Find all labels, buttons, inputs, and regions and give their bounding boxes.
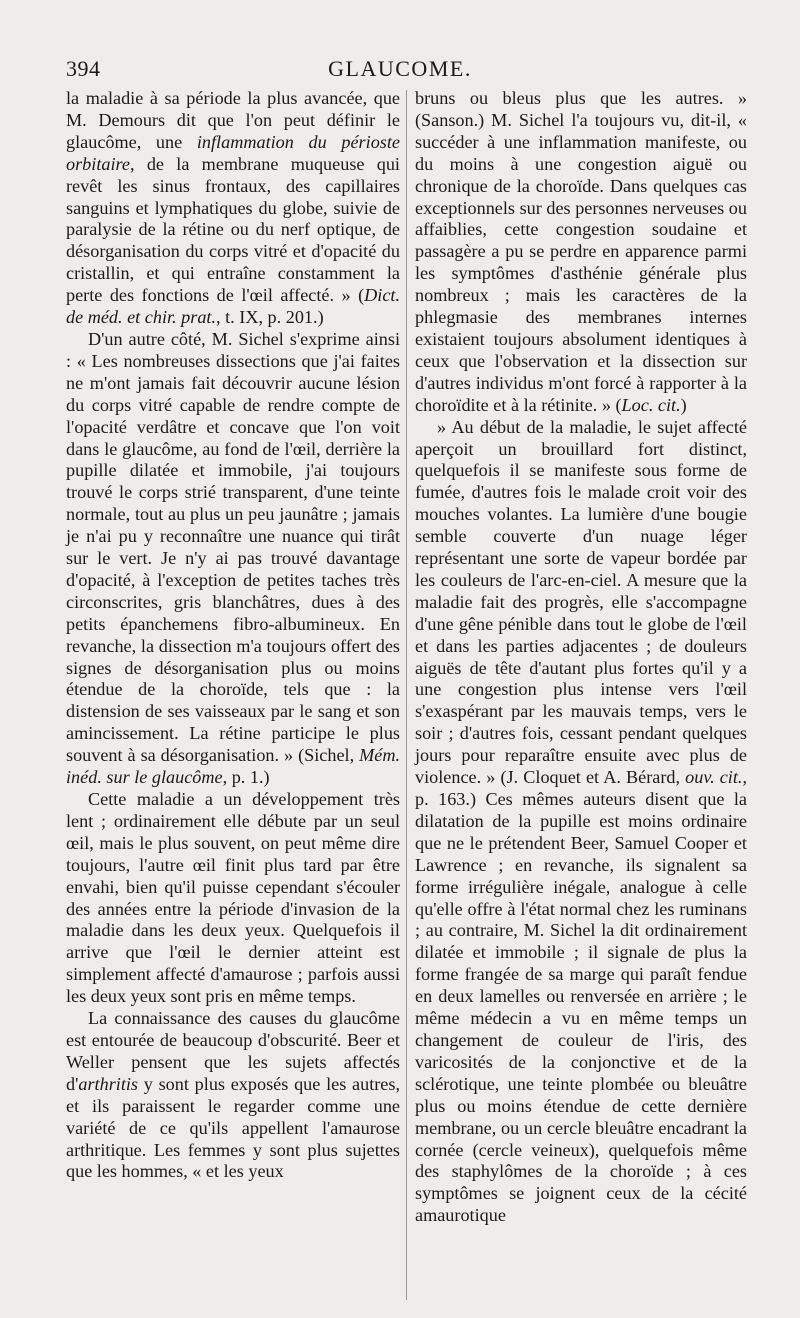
italic-citation: inflammation du périoste orbitaire <box>66 131 400 174</box>
paragraph <box>66 329 400 789</box>
text-run: la maladie à sa période la plus avancée, que M. Demours dit que l'on peut définir le glaucôme, une <box>66 88 400 152</box>
text-run: , p. 163.) Ces mêmes auteurs disent que la dilatation de la pupille est moins ordinaire que ne le prétendent Beer, Samuel Cooper et Lawrence ; en revanche, ils signalent sa forme irrégulière inégale, analogue à celle qu'elle offre à l'état normal chez les ruminans ; au contraire, M. Sichel la dit ordinairement dilatée et immobile ; il signale de plus la forme frangée de sa marge qui paraît fendue en deux lamelles ou renversée en arrière ; le même médecin a vu en même temps un changement de couleur de l'iris, des varicosités de la conjonctive et de la sclérotique, une teinte plombée ou bleuâtre plus ou moins étendue de cette dernière membrane, ou un cercle bleuâtre encadrant la cornée (cercle veineux), quelquefois même des staphylômes de la choroïde ; à ces symptômes se joignent ceux de la cécité amaurotique <box>415 767 747 1226</box>
text-run: » Au début de la maladie, le sujet affecté aperçoit un brouillard fort distinct, quelquefois il se manifeste sous forme de fumée, d'autres fois le malade croit voir des mouches volantes. La lumière d'une bougie semble couverte d'un nuage léger représentant une sorte de vapeur bordée par les couleurs de l'arc-en-ciel. A mesure que la maladie fait des progrès, elle s'accompagne d'une gêne pénible dans tout le globe de l'œil et dans les parties adjacentes ; de douleurs aiguës de tête d'autant plus fortes qu'il y a une congestion plus intense vers l'œil s'exaspérant par les mauvais temps, vers le soir ; d'autres fois, cessant pendant quelques jours pour reparaître ensuite avec plus de violence. » (J. Cloquet et A. Bérard, <box>415 416 747 788</box>
left-text-column <box>66 88 400 1183</box>
italic-citation: Loc. cit. <box>621 394 681 415</box>
text-run: Cette maladie a un développement très lent ; ordinairement elle débute par un seul œil, mais le plus souvent, on peut même dire toujours, l'autre œil finit plus tard par être envahi, bien qu'il puisse cependant s'écouler des années entre la période d'invasion de la maladie dans les deux yeux. Quelquefois il arrive que l'œil le dernier atteint est simplement affecté d'amaurose ; parfois aussi les deux yeux sont pris en même temps. <box>66 789 400 1007</box>
italic-citation: arthritis <box>78 1073 139 1094</box>
right-text-column <box>415 88 747 1227</box>
page-number: 394 <box>66 56 101 81</box>
column-divider <box>406 90 407 1300</box>
running-title: GLAUCOME. <box>328 56 472 81</box>
italic-citation: Dict. de méd. et chir. prat. <box>66 285 400 328</box>
paragraph <box>66 88 400 329</box>
text-run: D'un autre côté, M. Sichel s'exprime ainsi : « Les nombreuses dissections que j'ai faites ne m'ont jamais fait découvrir aucune lésion du corps vitré capable de rendre compte de l'opacité verdâtre et concave que l'on voit dans le glaucôme, au fond de l'œil, derrière la pupille dilatée et immobile, j'ai toujours trouvé le corps strié transparent, d'une teinte normale, tout au plus un peu jaunâtre ; jamais je n'ai pu y reconnaître une nuance qui tirât sur le vert. Je n'y ai pas trouvé davantage d'opacité, à l'exception de petites taches très circonscrites, gris blanchâtres, dues à des petits épanchemens fibro-albumineux. En revanche, la dissection m'a toujours offert des signes de désorganisation plus ou moins étendue de la choroïde, tels que : la distension de ses vaisseaux par le sang et son amincissement. La rétine participe le plus souvent à sa désorganisation. » (Sichel, <box>66 328 400 766</box>
text-run: , de la membrane muqueuse qui revêt les sinus frontaux, des capillaires sanguins et lymphatiques du globe, suivie de paralysie de la rétine ou du nerf optique, de désorganisation du corps vitré et d'opacité du cristallin, et qui entraîne constamment la perte des fonctions de l'œil affecté. » ( <box>66 153 400 306</box>
text-run: , t. IX, p. 201.) <box>216 307 324 328</box>
paragraph <box>66 1008 400 1183</box>
italic-citation: ouv. cit. <box>685 767 743 788</box>
paragraph <box>415 417 747 1228</box>
page-header <box>66 56 734 86</box>
paragraph <box>66 789 400 1008</box>
paragraph <box>415 88 747 417</box>
italic-citation: Mém. inéd. sur le glaucôme <box>66 745 400 788</box>
text-run: y sont plus exposés que les autres, et ils paraissent le regarder comme une variété de ce qu'ils appellent l'amaurose arthritique. Les femmes y sont plus sujettes que les hommes, « et les yeux <box>66 1073 400 1182</box>
text-run: ) <box>680 394 687 415</box>
text-run: bruns ou bleus plus que les autres. » (Sanson.) M. Sichel l'a toujours vu, dit-il, « succéder à une inflammation manifeste, ou du moins à une congestion aiguë ou chronique de la choroïde. Dans quelques cas exceptionnels sur des personnes nerveuses ou affaiblies, cette congestion soudaine et passagère a pu se perdre en apparence parmi les symptômes d'asthénie générale plus nombreux ; mais les caractères de la phlegmasie des membranes internes existaient toujours absolument identiques à ceux que l'observation et la dissection sur d'autres individus m'ont forcé à rapporter à la choroïdite et à la rétinite. » ( <box>415 88 747 415</box>
text-run: La connaissance des causes du glaucôme est entourée de beaucoup d'obscurité. Beer et Weller pensent que les sujets affectés d' <box>66 1008 400 1094</box>
text-run: , p. 1.) <box>222 767 270 788</box>
